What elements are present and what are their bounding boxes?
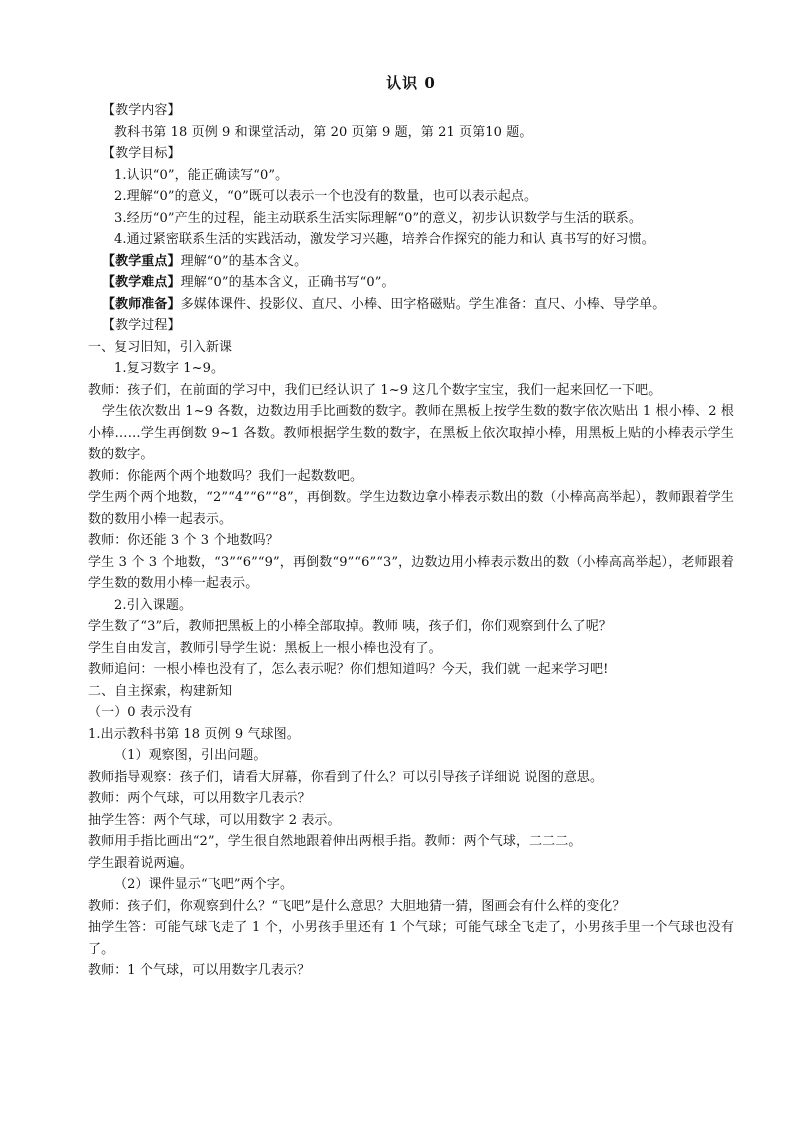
subheading: 二、自主探索，构建新知: [88, 683, 233, 699]
paragraph: 学生自由发言，教师引导学生说：黑板上一根小棒也没有了。: [88, 640, 442, 656]
paragraph: 2.理解“0”的意义，“0”既可以表示一个也没有的数量，也可以表示起点。: [114, 189, 538, 204]
paragraph: 教师：你能两个两个地数吗？我们一起数数吧。: [88, 468, 364, 484]
key-point-text: 理解“0”的基本含义。: [180, 253, 308, 269]
label-difficulty: 【教学难点】: [102, 275, 181, 290]
paragraph: （2）课件显示“飞吧”两个字。: [114, 877, 294, 892]
page-title: 认识 0: [386, 74, 436, 92]
section-heading-process: 【教学过程】: [102, 318, 181, 333]
section-heading-goals: 【教学目标】: [102, 146, 181, 161]
paragraph: （1）观察图，引出问题。: [114, 748, 267, 763]
paragraph: 1.认识“0”，能正确读写“0”。: [114, 167, 289, 183]
document-page: [88, 66, 734, 982]
paragraph: 学生依次数出 1~9 各数，边数边用手比画数的数字。教师在黑板上按学生数的数字依次贴出 1 根小棒、2 根小棒……学生再倒数 9~1 各数。教师根据学生数的数字，在黑板上依次取掉小棒，用黑板上贴的小棒表示学生数的数字。: [88, 404, 734, 462]
paragraph: 抽学生答：可能气球飞走了 1 个，小男孩手里还有 1 个气球；可能气球全飞走了，小男孩手里一个气球也没有了。: [88, 920, 734, 957]
paragraph: 教师：你还能 3 个 3 个地数吗？: [88, 533, 279, 548]
preparation-line: [88, 294, 734, 316]
paragraph: 1.出示教科书第 18 页例 9 气球图。: [88, 726, 300, 742]
paragraph: 2.引入课题。: [114, 597, 193, 613]
paragraph: 学生数了“3”后，教师把黑板上的小棒全部取掉。教师 咦，孩子们，你们观察到什么了呢？: [88, 619, 612, 634]
paragraph: 教师：1 个气球，可以用数字几表示？: [88, 963, 311, 978]
key-point-line: [88, 251, 734, 273]
section-heading-content: 【教学内容】: [102, 103, 181, 118]
paragraph: 4.通过紧密联系生活的实践活动，激发学习兴趣，培养合作探究的能力和认 真书写的好习惯。: [114, 232, 655, 247]
paragraph: 教师：两个气球，可以用数字几表示？: [88, 791, 311, 806]
paragraph: 抽学生答：两个气球，可以用数字 2 表示。: [88, 812, 341, 828]
paragraph: 学生两个两个地数，“2”“4”“6”“8”，再倒数。学生边数边拿小棒表示数出的数（小棒高高举起），教师跟着学生数的数用小棒一起表示。: [88, 490, 734, 527]
paragraph: 教师追问：一根小棒也没有了，怎么表示呢？你们想知道吗？今天，我们就 一起来学习吧!: [88, 662, 609, 677]
difficulty-text: 理解“0”的基本含义，正确书写“0”。: [180, 275, 395, 290]
subheading: 一、复习旧知，引入新课: [88, 339, 233, 355]
subheading: （一）0 表示没有: [88, 705, 193, 720]
paragraph: 教师指导观察：孩子们，请看大屏幕，你看到了什么？可以引导孩子详细说 说图的意思。: [88, 769, 604, 785]
paragraph: 教师用手指比画出“2”，学生很自然地跟着伸出两根手指。教师：两个气球，二二二。: [88, 834, 582, 849]
preparation-text: 多媒体课件、投影仪、直尺、小棒、田字格磁贴。学生准备：直尺、小棒、导学单。: [180, 296, 666, 312]
paragraph: 3.经历“0”产生的过程，能主动联系生活实际理解“0”的意义，初步认识数学与生活的联系。: [114, 210, 642, 226]
difficulty-line: [88, 272, 734, 294]
paragraph: 教师：孩子们，在前面的学习中，我们已经认识了 1~9 这几个数字宝宝，我们一起来回忆一下吧。: [88, 382, 662, 398]
label-key-point: 【教学重点】: [102, 253, 181, 269]
paragraph: 学生跟着说两遍。: [88, 855, 193, 871]
paragraph: 教师：孩子们，你观察到什么？“飞吧”是什么意思？大胆地猜一猜，图画会有什么样的变化？: [88, 898, 626, 914]
paragraph: 学生 3 个 3 个地数，“3”“6”“9”，再倒数“9”“6”“3”，边数边用小棒表示数出的数（小棒高高举起），老师跟着学生数的数用小棒一起表示。: [88, 554, 734, 591]
paragraph: 1.复习数字 1~9。: [114, 361, 225, 376]
label-preparation: 【教师准备】: [102, 296, 181, 312]
paragraph: 教科书第 18 页例 9 和课堂活动，第 20 页第 9 题，第 21 页第10 题。: [114, 124, 533, 140]
